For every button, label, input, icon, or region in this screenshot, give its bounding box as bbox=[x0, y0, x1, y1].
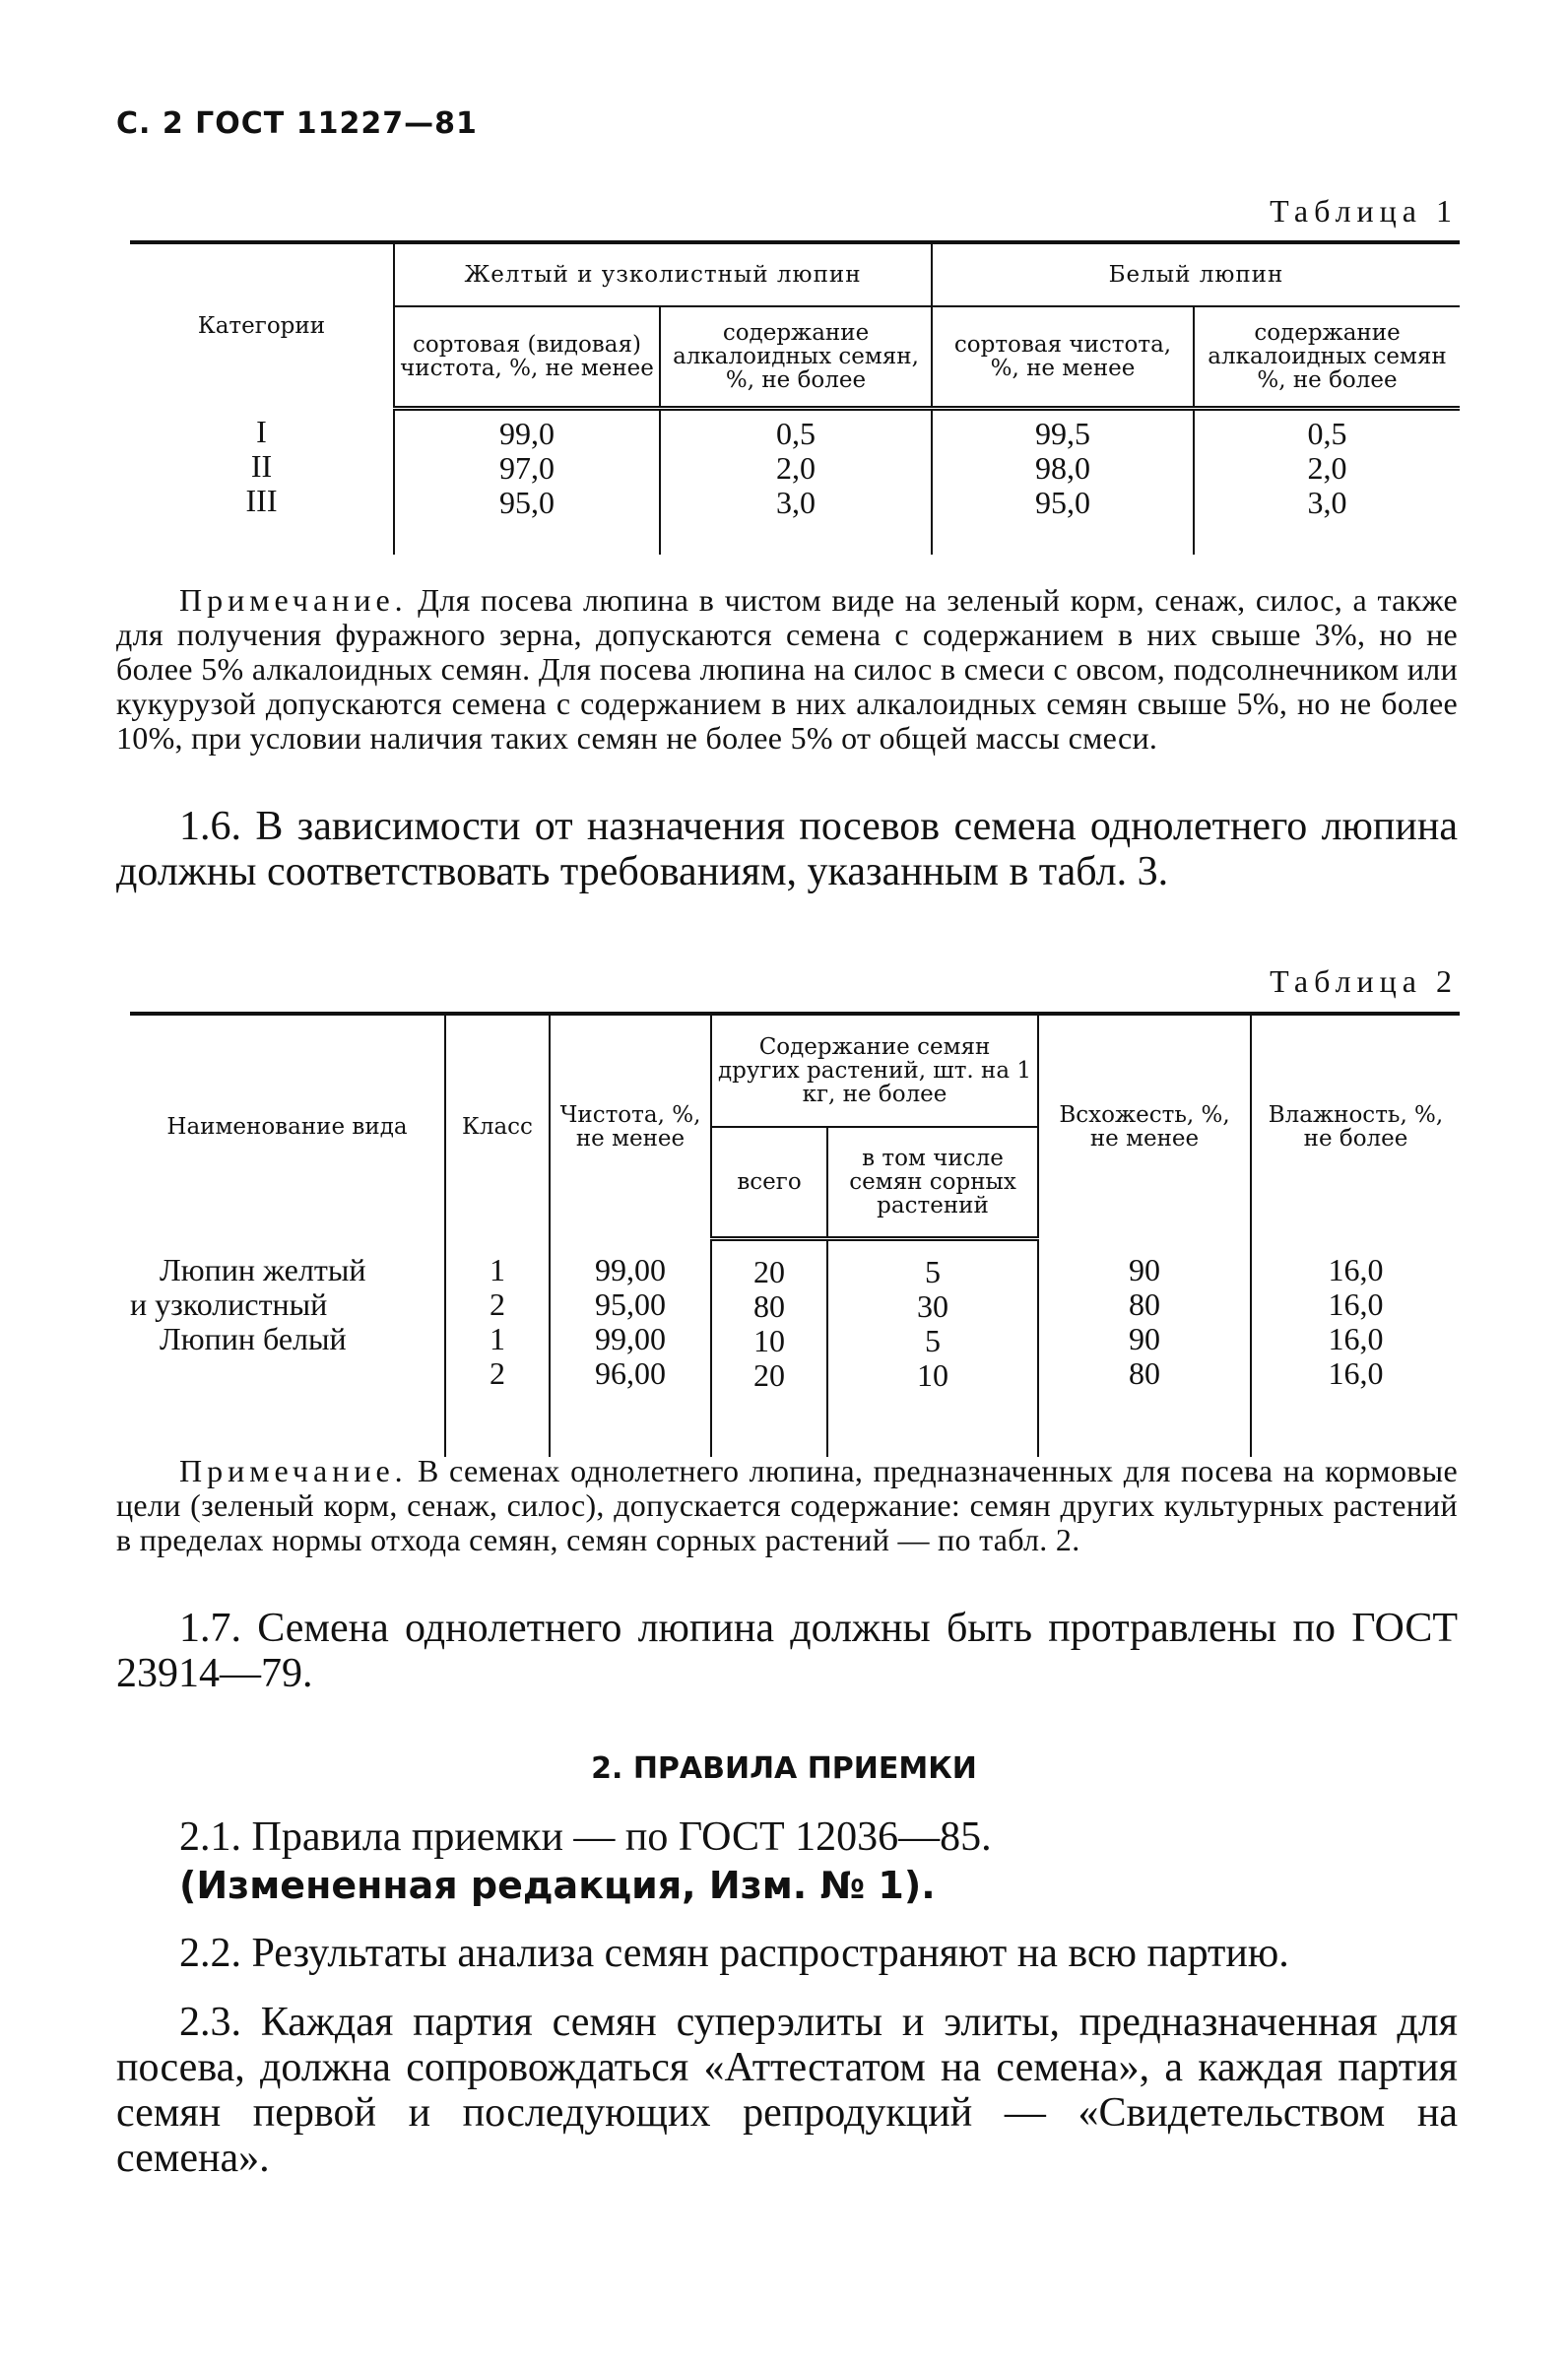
table-cell: 5 bbox=[925, 1254, 941, 1289]
table-cell: II bbox=[250, 447, 273, 484]
table2-header-germination: Всхожесть, %, не менее bbox=[1038, 1014, 1251, 1239]
table1-header-sub: содержание алкалоидных семян %, не более bbox=[1194, 306, 1460, 409]
change-note: (Измененная редакция, Изм. № 1). bbox=[179, 1864, 936, 1907]
table1-header-sub: сортовая (видовая) чистота, %, не менее bbox=[394, 306, 660, 409]
page-header: С. 2 ГОСТ 11227—81 bbox=[116, 106, 478, 141]
paragraph-2-2: 2.2. Результаты анализа семян распространяют на всю партию. bbox=[179, 1931, 1289, 1976]
note-label: Примечание. bbox=[179, 1453, 408, 1488]
table-cell: 16,0 bbox=[1328, 1285, 1384, 1322]
table2-weed bbox=[827, 1239, 1038, 1458]
table1-note bbox=[116, 583, 1458, 756]
table-cell: 99,5 bbox=[1035, 416, 1090, 451]
table-cell: 2,0 bbox=[776, 450, 816, 486]
table-cell: 5 bbox=[925, 1323, 941, 1358]
table1-caption: Таблица 1 bbox=[1270, 193, 1458, 229]
table-cell: 98,0 bbox=[1035, 450, 1090, 486]
table-cell: Люпин белый bbox=[160, 1320, 347, 1356]
table-cell: 80 bbox=[753, 1288, 785, 1324]
table-cell: 20 bbox=[753, 1254, 785, 1289]
table-cell: 2 bbox=[490, 1285, 505, 1322]
table1-categories bbox=[130, 409, 394, 556]
table-cell: 2,0 bbox=[1307, 450, 1347, 486]
table-cell: 1 bbox=[490, 1251, 505, 1287]
table-cell: 95,0 bbox=[1035, 485, 1090, 520]
table-cell: 95,0 bbox=[499, 485, 555, 520]
table-cell: 80 bbox=[1129, 1354, 1160, 1391]
table-row bbox=[130, 1239, 1460, 1458]
table2-caption: Таблица 2 bbox=[1270, 963, 1458, 999]
table2-note bbox=[116, 1454, 1458, 1557]
table-cell: 99,0 bbox=[499, 416, 555, 451]
table-cell: 90 bbox=[1129, 1251, 1160, 1287]
table2-header-group-other: Содержание семян других растений, шт. на 1 кг, не более bbox=[711, 1014, 1038, 1127]
table2-moisture bbox=[1251, 1239, 1460, 1458]
table-cell: 10 bbox=[917, 1357, 948, 1393]
table-cell: 99,00 bbox=[595, 1251, 666, 1287]
table2-header-weed: в том числе семян сорных растений bbox=[827, 1127, 1038, 1239]
paragraph-1-7: 1.7. Семена однолетнего люпина должны быть протравлены по ГОСТ 23914—79. bbox=[116, 1606, 1458, 1696]
table2-purity bbox=[550, 1239, 711, 1458]
table2-header-name: Наименование вида bbox=[166, 1114, 408, 1141]
table-cell: 10 bbox=[753, 1323, 785, 1358]
table-cell: 80 bbox=[1129, 1285, 1160, 1322]
note-label: Примечание. bbox=[179, 582, 408, 618]
table2-germination bbox=[1038, 1239, 1251, 1458]
table-cell: Люпин желтый bbox=[160, 1251, 366, 1287]
table1-yellow-purity bbox=[394, 409, 660, 556]
table-cell: 16,0 bbox=[1328, 1354, 1384, 1391]
table2-total bbox=[711, 1239, 827, 1458]
paragraph-2-1: 2.1. Правила приемки — по ГОСТ 12036—85. bbox=[179, 1814, 992, 1860]
table-cell: III bbox=[245, 482, 278, 518]
table-cell: 16,0 bbox=[1328, 1320, 1384, 1356]
note-text: Для посева люпина в чистом виде на зеленый корм, сенаж, силос, а также для получения фуражного зерна, допускаются семена с содержанием в них свыше 3%, но не более 5% алкалоидных семян. Для посева люпина на силос в смеси с овсом, подсолнечником или кукурузой допускаются семена с содержанием в них алкалоидных семян свыше 5%, но не более 10%, при условии наличия таких семян не более 5% от общей массы смеси. bbox=[116, 582, 1458, 756]
table1-header-sub: содержание алкалоидных семян, %, не более bbox=[660, 306, 932, 409]
table2-classes bbox=[445, 1239, 550, 1458]
paragraph-1-6: 1.6. В зависимости от назначения посевов семена однолетнего люпина должны соответствовать требованиям, указанным в табл. 3. bbox=[116, 804, 1458, 894]
table1-header-sub: сортовая чистота, %, не менее bbox=[932, 306, 1194, 409]
table2-header-purity: Чистота, %, не менее bbox=[550, 1014, 711, 1239]
table-cell: 2 bbox=[490, 1354, 505, 1391]
table-cell: I bbox=[256, 413, 267, 449]
table1-white-alkaloid bbox=[1194, 409, 1460, 556]
table1-yellow-alkaloid bbox=[660, 409, 932, 556]
paragraph-2-3: 2.3. Каждая партия семян суперэлиты и элиты, предназначенная для посева, должна сопровождаться «Аттестатом на семена», а каждая партия семян первой и последующих репродукций — «Свидетельством на семена». bbox=[116, 2000, 1458, 2181]
table-cell: 0,5 bbox=[1307, 416, 1347, 451]
table-cell: 95,00 bbox=[595, 1285, 666, 1322]
table2-header-moisture: Влажность, %, не более bbox=[1251, 1014, 1460, 1239]
table2-header-class: Класс bbox=[445, 1014, 550, 1239]
table-cell: 0,5 bbox=[776, 416, 816, 451]
table-cell: 16,0 bbox=[1328, 1251, 1384, 1287]
table-cell: и узколистный bbox=[130, 1285, 328, 1322]
table2-names bbox=[130, 1239, 445, 1458]
table-cell: 20 bbox=[753, 1357, 785, 1393]
table1-header-group-white: Белый люпин bbox=[932, 242, 1460, 306]
note-text: В семенах однолетнего люпина, предназначенных для посева на кормовые цели (зеленый корм, сенаж, силос), допускается содержание: семян других культурных растений в пределах нормы отхода семян, семян сорных растений — по табл. 2. bbox=[116, 1453, 1458, 1557]
section-title: 2. ПРАВИЛА ПРИЕМКИ bbox=[591, 1751, 977, 1786]
table-cell: 1 bbox=[490, 1320, 505, 1356]
table2 bbox=[130, 1012, 1460, 1457]
table-cell: 3,0 bbox=[776, 485, 816, 520]
table1 bbox=[130, 240, 1460, 555]
table1-header-category: Категории bbox=[197, 313, 326, 340]
table1-header-group-yellow: Желтый и узколистный люпин bbox=[394, 242, 932, 306]
table-cell: 3,0 bbox=[1307, 485, 1347, 520]
table-cell: 96,00 bbox=[595, 1354, 666, 1391]
table-cell: 99,00 bbox=[595, 1320, 666, 1356]
table2-header-total: всего bbox=[711, 1127, 827, 1239]
table-cell: 97,0 bbox=[499, 450, 555, 486]
paragraph-2-1-change bbox=[116, 1864, 1458, 1907]
table-cell: 90 bbox=[1129, 1320, 1160, 1356]
table1-white-purity bbox=[932, 409, 1194, 556]
table-row bbox=[130, 409, 1460, 556]
table-cell: 30 bbox=[917, 1288, 948, 1324]
